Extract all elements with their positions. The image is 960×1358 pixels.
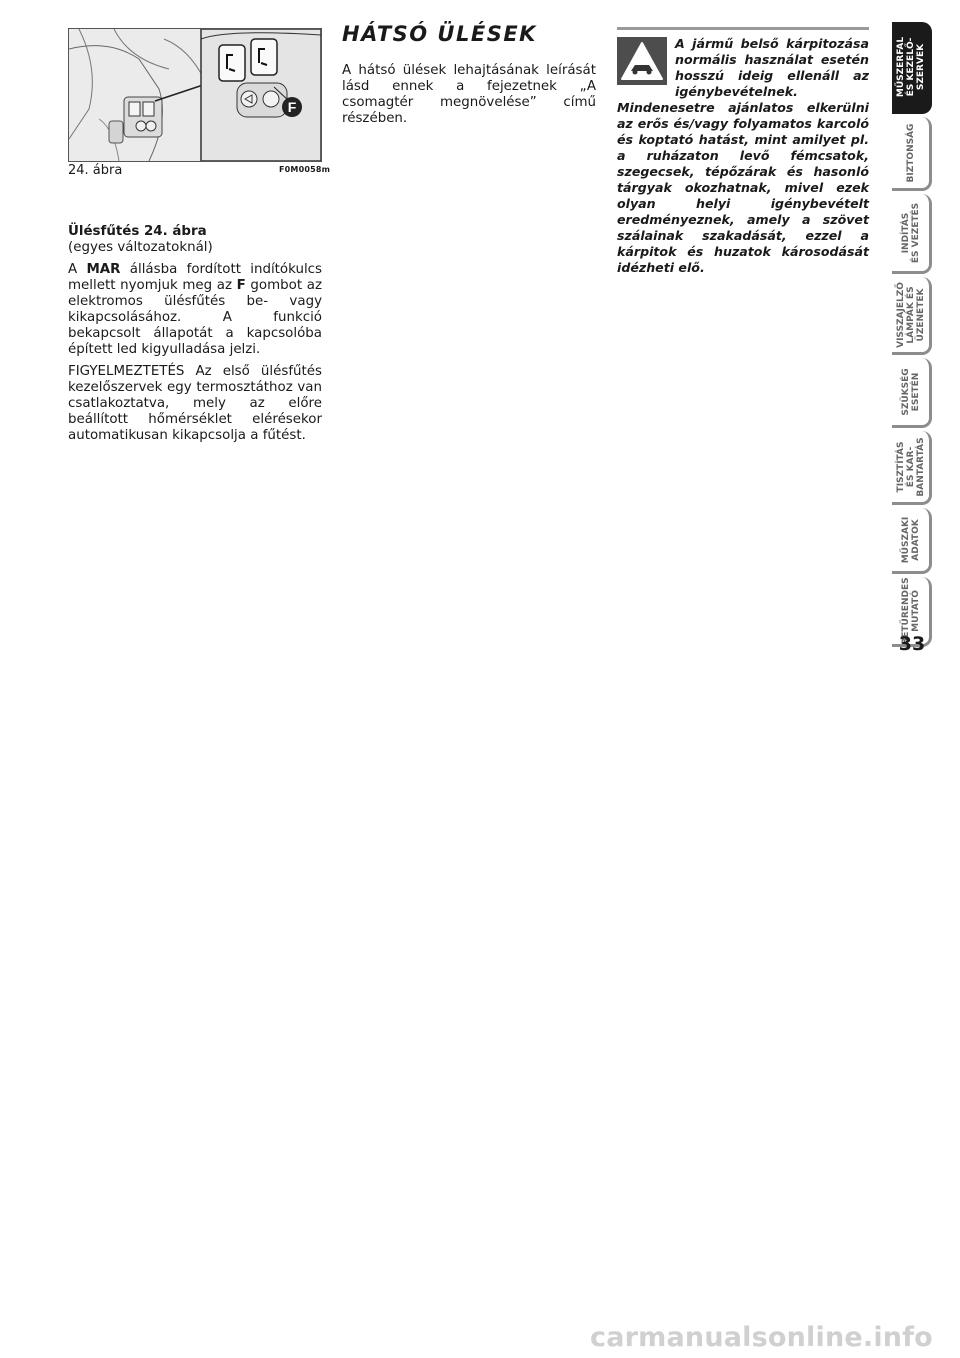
middle-column [342, 63, 596, 127]
para1-mid: állásba fordított indítókulcs mellett nyomjuk meg az [68, 262, 323, 293]
tab-label: BETŰRENDES MUTATÓ [900, 576, 921, 645]
para1-prefix: A [68, 262, 87, 277]
rear-seats-title: HÁTSÓ ÜLÉSEK [342, 22, 537, 46]
page-number: 33 [898, 633, 926, 655]
tab-instrument-panel[interactable] [892, 22, 932, 114]
tab-label: INDÍTÁS ÉS VEZETÉS [900, 202, 921, 263]
rear-seats-body: A hátsó ülések lehajtásának leírását lásd ennek a fejezetnek „A csomagtér megnövelése” című részében. [342, 63, 596, 126]
figure-caption: 24. ábra [68, 163, 123, 178]
figure-code: F0M0058m [279, 165, 331, 174]
tab-technical-data[interactable] [892, 508, 932, 574]
watermark: carmanualsonline.info [590, 1322, 933, 1353]
warning-top-rule [617, 27, 869, 30]
tab-starting-driving[interactable] [892, 194, 932, 274]
seat-heating-paragraph [68, 262, 322, 358]
para1-f: F [236, 278, 246, 293]
tab-emergency[interactable] [892, 358, 932, 428]
tab-safety[interactable] [892, 117, 932, 191]
tab-label: MŰSZAKI ADATOK [900, 516, 921, 563]
left-column [68, 224, 322, 450]
tab-maintenance[interactable] [892, 431, 932, 505]
seat-heating-heading: Ülésfűtés 24. ábra [68, 224, 207, 239]
upholstery-warning [617, 36, 869, 276]
seat-heating-figure [68, 28, 322, 162]
para1-suffix: gombot az elektromos ülésfűtés be- vagy kikapcsolásához. A funkció bekapcsolt állapotát a kapcsolóba épített led kigyulladása jelzi. [68, 278, 322, 357]
tab-label: VISSZAJELZŐ LÁMPÁK ÉS ÜZENETEK [895, 281, 926, 348]
tab-label: TISZTÍTÁS ÉS KAR- BANTARTÁS [895, 436, 926, 497]
tab-label: MŰSZERFAL ÉS KEZELŐ- SZERVEK [895, 36, 926, 97]
upholstery-warning-text: A jármű belső kárpitozása normális használat esetén hosszú ideig ellenáll az igénybevételnek. Mindenesetre ajánlatos elkerülni az erős és/vagy folyamatos karcoló és koptató hatást, mint amilyet pl. a ruházaton levő fémcsatok, szegecsek, tépőzárak és hasonló tárgyak okozhatnak, mivel ezek olyan helyi igénybevételt eredményeznek, amely a szövet szálainak szakadását, ezzel a kárpitok és huzatok károsodását idézheti elő. [617, 36, 869, 275]
tab-label: BIZTONSÁG [905, 123, 916, 182]
thermostat-warning-paragraph: FIGYELMEZTETÉS Az első ülésfűtés kezelőszervek egy termosztáthoz van csatlakoztatva, mely az előre beállított hőmérséklet elérésekor automatikusan kikapcsolja a fűtést. [68, 364, 322, 443]
variant-note: (egyes változatoknál) [68, 240, 213, 255]
tab-warning-lights[interactable] [892, 277, 932, 355]
callout-f-label: F [287, 99, 297, 115]
tab-label: SZÜKSÉG ESETÉN [900, 367, 921, 416]
para1-mar: MAR [86, 262, 121, 277]
